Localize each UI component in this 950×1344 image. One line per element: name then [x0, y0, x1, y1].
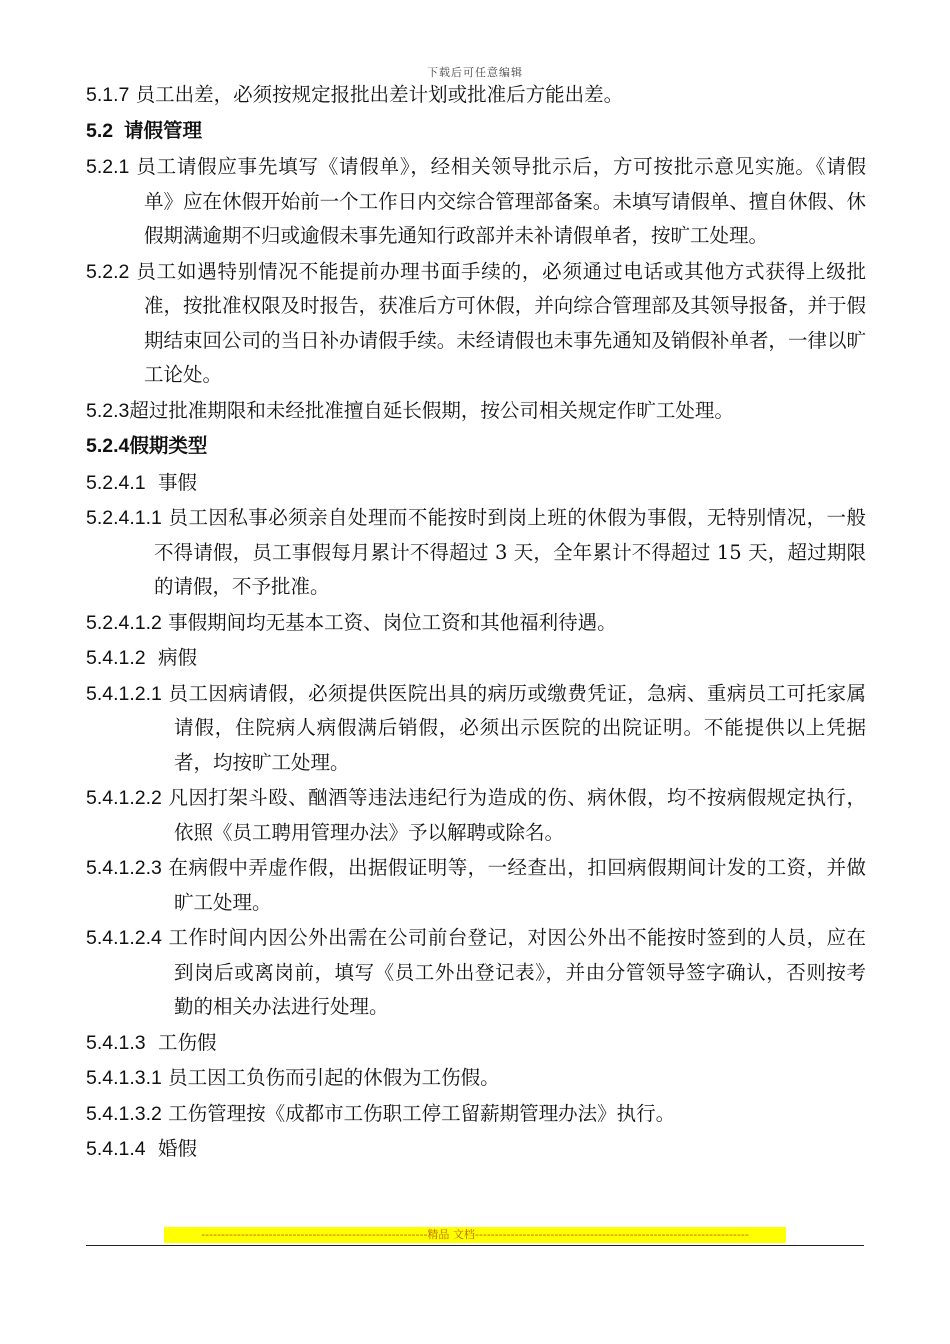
header-note: 下载后可任意编辑: [427, 66, 523, 79]
clause-text: 工作时间内因公外出需在公司前台登记，对因公外出不能按时签到的人员，应在到岗后或离岗前，填写《员工外出登记表》，并由分管领导签字确认，否则按考勤的相关办法进行处理。: [168, 926, 866, 1018]
subsection-title: 事假: [158, 470, 198, 494]
clause-5-1-7: [86, 78, 866, 113]
clause-text: 员工因病请假，必须提供医院出具的病历或缴费凭证，急病、重病员工可托家属请假，住院病人病假满后销假，必须出示医院的出院证明。不能提供以上凭据者，均按旷工处理。: [168, 681, 866, 774]
clause-number: 5.2.2: [86, 260, 130, 283]
clause-5-4-1-3-2: [86, 1097, 866, 1132]
subsection-title: 婚假: [158, 1137, 198, 1160]
clause-5-2-3: [86, 394, 866, 429]
section-number: 5.2: [86, 119, 114, 142]
subsection-number: 5.4.1.3: [86, 1031, 146, 1054]
subsection-title: 病假: [158, 646, 198, 669]
clause-number: 5.4.1.2.1: [86, 682, 162, 705]
subsection-5-2-4-1: [86, 466, 866, 501]
clause-number: 5.1.7: [86, 84, 130, 106]
subsection-5-4-1-3: [86, 1026, 866, 1061]
clause-5-4-1-2-2: [86, 781, 866, 850]
clause-text: 员工如遇特别情况不能提前办理书面手续的，必须通过电话或其他方式获得上级批准，按批准权限及时报告，获准后方可休假，并向综合管理部及其领导报备，并于假期结束回公司的当日补办请假手续。未经请假也未事先通知及销假补单者，一律以旷工论处。: [136, 259, 866, 386]
section-heading-5-2-4: [86, 429, 866, 464]
clause-number: 5.4.1.2.3: [86, 857, 162, 879]
section-number: 5.2.4: [86, 435, 130, 457]
clause-text: 员工请假应事先填写《请假单》，经相关领导批示后，方可按批示意见实施。《请假单》应在休假开始前一个工作日内交综合管理部备案。未填写请假单、擅自休假、休假期满逾期不归或逾假未事先通知行政部并未补请假单者，按旷工处理。: [136, 155, 866, 247]
subsection-number: 5.4.1.2: [86, 647, 146, 669]
clause-number: 5.4.1.2.2: [86, 787, 162, 809]
clause-5-2-2: [86, 255, 866, 393]
section-heading-5-2: [86, 114, 866, 149]
clause-number: 5.4.1.2.4: [86, 927, 162, 949]
clause-number: 5.4.1.3.1: [86, 1067, 162, 1089]
clause-text: 凡因打架斗殴、酗酒等违法违纪行为造成的伤、病休假，均不按病假规定执行，依照《员工聘用管理办法》予以解聘或除名。: [168, 786, 866, 844]
clause-text: 员工因工负伤而引起的休假为工伤假。: [168, 1066, 500, 1089]
clause-5-4-1-2-1: [86, 677, 866, 781]
clause-number: 5.4.1.3.2: [86, 1102, 162, 1125]
subsection-number: 5.2.4.1: [86, 471, 146, 494]
clause-5-2-1: [86, 150, 866, 254]
clause-text: 在病假中弄虚作假，出据假证明等，一经查出，扣回病假期间计发的工资，并做旷工处理。: [168, 856, 866, 914]
clause-5-4-1-2-3: [86, 851, 866, 920]
clause-5-2-4-1-2: [86, 606, 866, 641]
clause-5-4-1-2-4: [86, 921, 866, 1025]
clause-number: 5.2.1: [86, 156, 130, 178]
footer-note: ---------------------------------------------------------精品 文档---------------------------------------------------------------------: [164, 1227, 786, 1243]
clause-5-4-1-3-1: [86, 1061, 866, 1096]
footer-divider: [86, 1245, 864, 1246]
clause-number: 5.2.3: [86, 399, 130, 422]
section-title: 请假管理: [123, 118, 202, 142]
clause-text: 事假期间均无基本工资、岗位工资和其他福利待遇。: [168, 610, 617, 634]
clause-text: 员工出差，必须按规定报批出差计划或批准后方能出差。: [135, 83, 624, 106]
subsection-number: 5.4.1.4: [86, 1138, 146, 1160]
clause-number: 5.2.4.1.2: [86, 611, 162, 634]
clause-text: 超过批准期限和未经批准擅自延长假期，按公司相关规定作旷工处理。: [129, 398, 734, 422]
clause-text: 工伤管理按《成都市工伤职工停工留薪期管理办法》执行。: [168, 1101, 676, 1125]
clause-text: 员工因私事必须亲自处理而不能按时到岗上班的休假为事假，无特别情况，一般不得请假，员工事假每月累计不得超过 3 天，全年累计不得超过 15 天，超过期限的请假，不予批准。: [154, 506, 866, 598]
subsection-title: 工伤假: [158, 1030, 217, 1054]
section-title: 假期类型: [129, 434, 208, 457]
clause-number: 5.2.4.1.1: [86, 507, 162, 529]
document-body: [86, 78, 866, 1167]
subsection-5-4-1-4: [86, 1132, 866, 1167]
clause-5-2-4-1-1: [86, 501, 866, 605]
subsection-5-4-1-2: [86, 641, 866, 676]
